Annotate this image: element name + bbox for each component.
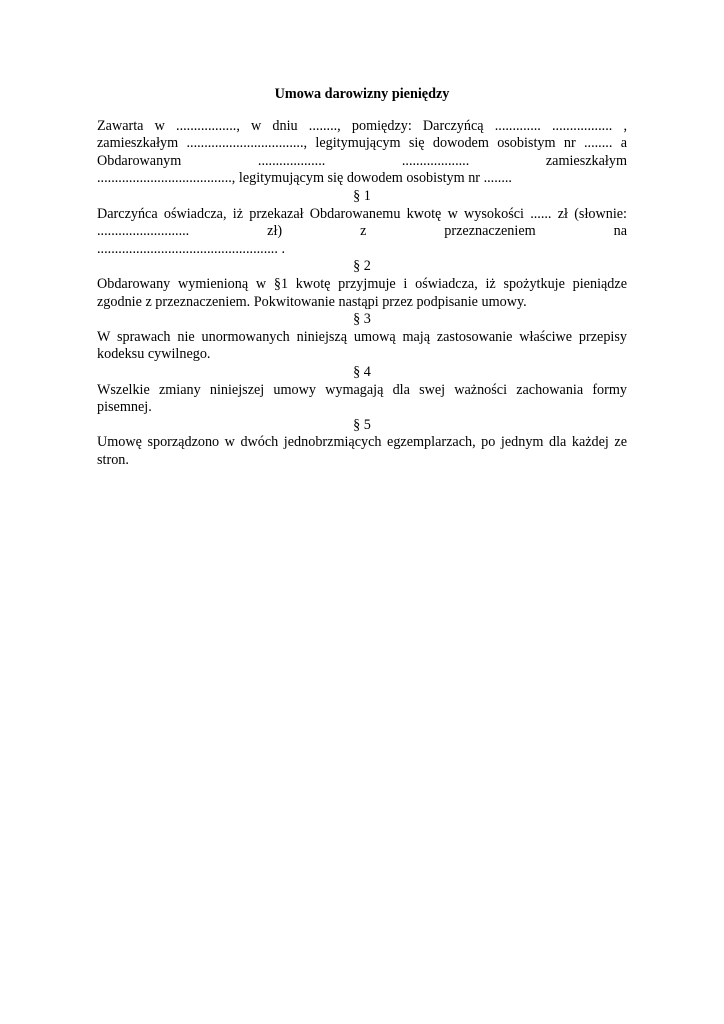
- section-mark-4: § 4: [353, 363, 371, 380]
- intro-paragraph: Zawarta w ................., w dniu ........, pomiędzy: Darczyńcą ............. ................. , zamieszkałym ................................., legitymującym się dowodem osobistym nr ........ a Obdarowanym ................... ................... zamieszkałym: [97, 117, 627, 169]
- section-text-1-end: ................................................... .: [97, 240, 285, 257]
- intro-paragraph-end: ......................................, legitymującym się dowodem osobistym nr ........: [97, 170, 512, 187]
- section-mark-1: § 1: [353, 187, 371, 204]
- section-mark-5: § 5: [353, 416, 371, 433]
- section-text-1: Darczyńca oświadcza, iż przekazał Obdarowanemu kwotę w wysokości ...... zł (słownie: .......................... zł) z przeznaczeniem na: [97, 205, 627, 240]
- document-title: Umowa darowizny pieniędzy: [274, 86, 450, 102]
- document-page: [97, 86, 627, 469]
- section-mark-3: § 3: [353, 311, 371, 328]
- section-text-4: Wszelkie zmiany niniejszej umowy wymagają dla swej ważności zachowania formy pisemnej.: [97, 381, 627, 416]
- section-text-5: Umowę sporządzono w dwóch jednobrzmiących egzemplarzach, po jednym dla każdej ze stron.: [97, 434, 627, 468]
- section-mark-2: § 2: [353, 258, 371, 275]
- section-text-2: Obdarowany wymienioną w §1 kwotę przyjmuje i oświadcza, iż spożytkuje pieniądze zgodnie z przeznaczeniem. Pokwitowanie nastąpi przez podpisanie umowy.: [97, 275, 627, 310]
- section-text-3: W sprawach nie unormowanych niniejszą umową mają zastosowanie właściwe przepisy kodeksu cywilnego.: [97, 328, 627, 363]
